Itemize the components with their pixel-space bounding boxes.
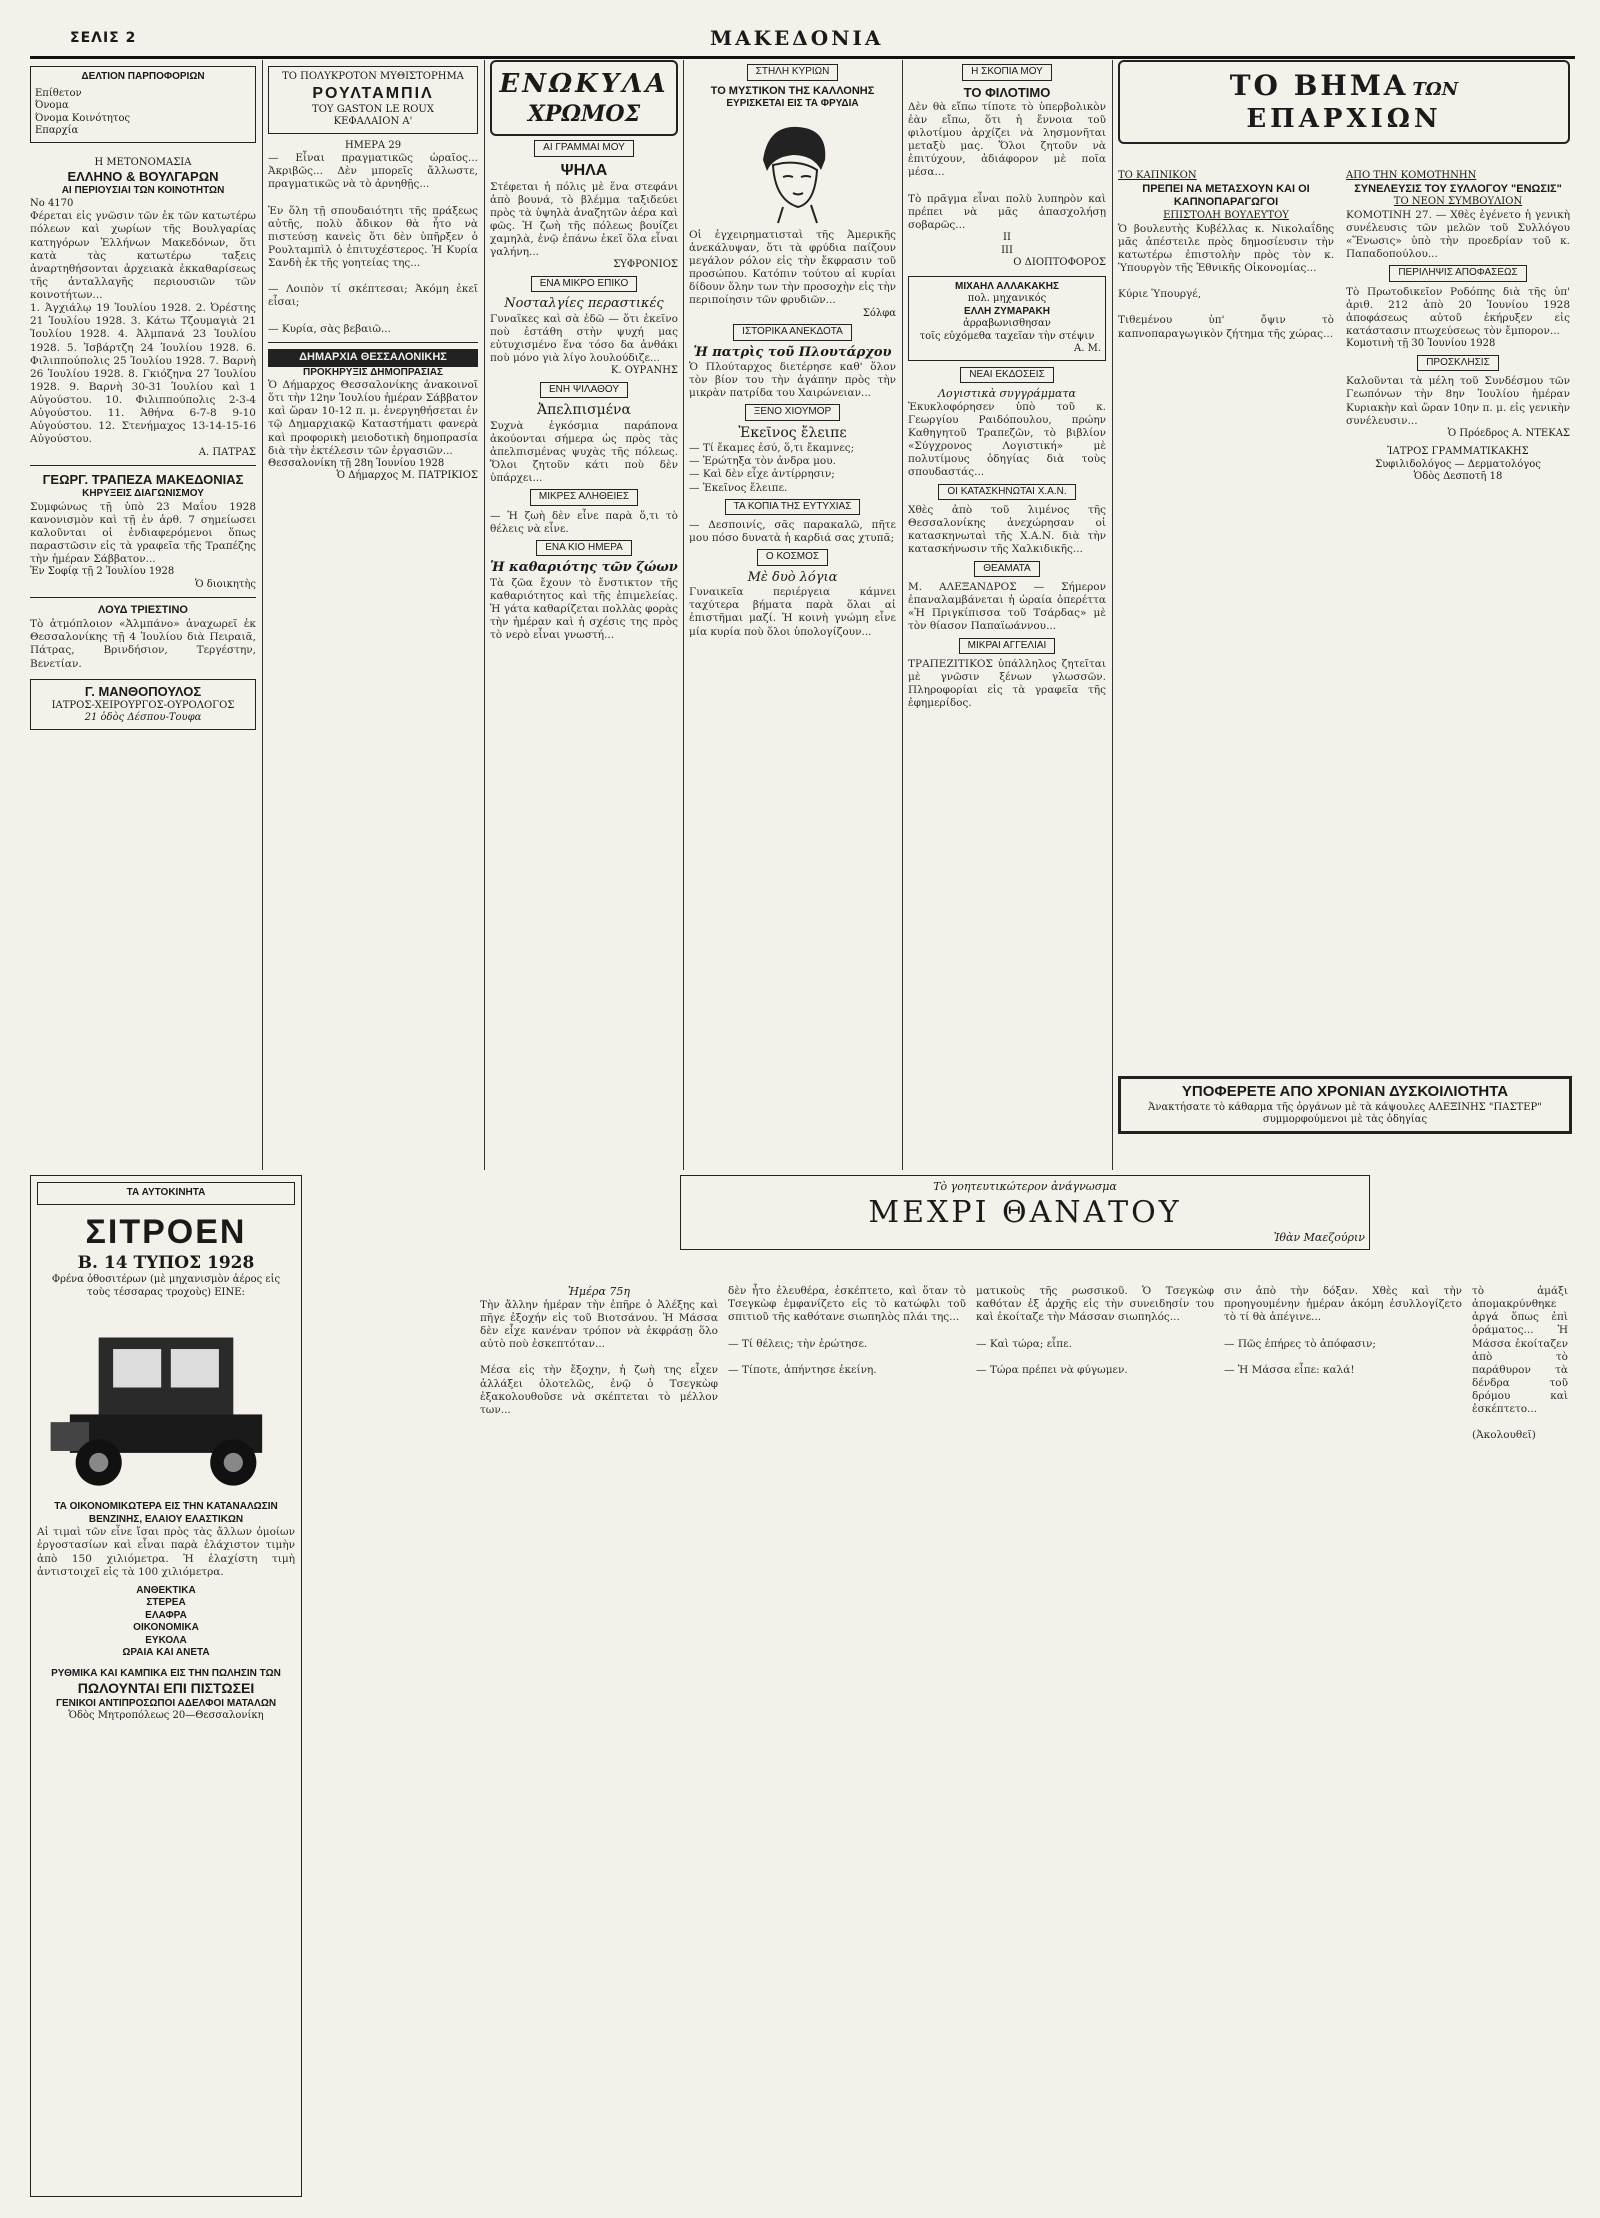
serial-text: τὸ ἀμάξι ἀπομακρύνθηκε ἀργά ὅπως ἐπὶ ὁράματος... Ἡ Μάσσα ἐκοίταζεν ἀπὸ τὸ παράθυρον τὰ δένδρα τοῦ δρόμου καὶ ἐσκέπτετο... (Ἀκολουθεῖ) — [1472, 1285, 1568, 1442]
section-kicker: ΜΙΚΡΑΙ ΑΓΓΕΛΙΑΙ — [959, 638, 1056, 655]
article-date: Ἐν Σοφίᾳ τῇ 2 Ἰουλίου 1928 — [30, 566, 175, 578]
article-body: Μ. ΑΛΕΞΑΝΔΡΟΣ — Σήμερον ἐπαναλαμβάνεται ἡ ὡραία ὀπερέττα «Ἡ Πριγκίπισσα τοῦ Τσάρδας» μὲ τὸν θίασον Παπαϊωάννου... — [908, 581, 1110, 633]
banner-suffix: ΤΩΝ — [1412, 79, 1459, 100]
article-body: Τὸ ἀτμόπλοιον «Ἀλμπάνο» ἀναχωρεῖ ἐκ Θεσσαλονίκης τῇ 4 Ἰουλίου διὰ Πειραιᾶ, Πάτρας, Βρινδήσιον, Τεργέστην, Βενετίαν. — [30, 618, 260, 670]
article-signature: Ὁ Δήμαρχος Μ. ΠΑΤΡΙΚΙΟΣ — [336, 470, 478, 482]
article-body: 1. Ἀγχιάλῳ 19 Ἰουλίου 1928. 2. Ὀρέστης 21 Ἰουλίου 1928. 3. Κάτω Τζουμαγιὰ 21 Ἰουλίου 1928. 4. Ἀλμπανά 23 Ἰουλίου 1928. 5. Ἰσβάρτζη 24 Ἰουλίου 1928. 6. Φιλιππούπολις 25 Ἰουλίου 1928. 7. Βαρνὴ 26 Ἰουλίου 1928. 8. Γκιόζηνα 27 Ἰουλίου 1928. 9. Βαρνὴ 30-31 Ἰουλίου καὶ 1 Αὐγούστου. 10. Φιλιππούπολις 2-3-4 Αὐγούστου. 11. Ἀθήνα 6-7-8 9-10 Αὐγούστου. 12. Στενήμαχος 13-14-15-16 Αὐγούστου. — [30, 302, 260, 446]
article-title: ΛΟΥΔ ΤΡΙΕΣΤΙΝΟ — [98, 604, 188, 617]
section-banner — [490, 60, 678, 136]
doctor-name: Γ. ΜΑΝΘΟΠΟΥΛΟΣ — [84, 683, 202, 699]
section-kicker: ΣΤΗΛΗ ΚΥΡΙΩΝ — [747, 64, 839, 81]
serial-body: — Εἶναι πραγματικῶς ὡραῖος... Ἀκριβῶς... Δὲν μπορεῖς ἄλλωστε, πραγματικῶς νὰ τὸ ἀρνηθῇς... Ἐν ὅλη τῇ σπουδαιότητι τῆς πράξεως αὐτῆς, πολὺ ἄδικον θὰ ἦτο νὰ πιστεύσῃ κανεὶς ὅτι δὲν ὑπῆρξεν ὁ Ρουλταμπὶλ ὁ ἐπιτυχέστερος. Ἡ Κυρία Σανδὴ ἐκ τῆς γοητείας της... — Λοιπὸν τί σκέπτεσαι; Ἀκόμη ἐκεῖ εἶσαι; — Κυρία, σὰς βεβαιῶ... — [268, 152, 478, 335]
section-banner — [1118, 60, 1570, 144]
ad-body: Ἀνακτήσατε τὸ κάθαρμα τῆς ὀργάνων μὲ τὰ κάψουλες ΑΛΕΞΙΝΗΣ "ΠΑΣΤΕΡ" συμμορφούμενοι μὲ τὰς ὁδηγίας — [1148, 1101, 1542, 1126]
column-4 — [689, 60, 900, 1170]
serial-topline: Τὸ γοητευτικώτερον ἀνάγνωσμα — [933, 1180, 1117, 1193]
ad-pro: ΕΛΑΦΡΑ — [145, 1609, 187, 1621]
article-signature: Ὁ διοικητὴς — [194, 578, 256, 590]
serial-text: Τὴν ἄλλην ἡμέραν τὴν ἐπῆρε ὁ Ἀλέξης καὶ πῆγε ἐξοχήν εἰς τοῦ Βιοτσάνου. Ἡ Μάσσα δὲν εἶχε κανέναν τρόπον νὰ ἐκφράσῃ ὅλο αὐτὸ ποὺ ἐσκεπτόταν... Μέσα εἰς τὴν ἔξοχην, ἡ ζωὴ της εἶχεν ἀλλάξει ὁλοτελῶς, ἐνῷ ὁ Τσεγκὼφ ἐξακολουθοῦσε νὰ σκέπτεται τὸ μέλλον των... — [480, 1298, 718, 1416]
article-body: — Ἡ ζωὴ δὲν εἶνε παρὰ ὅ,τι τὸ θέλεις νὰ εἶνε. — [490, 509, 682, 535]
article-body: ΚΟΜΟΤΙΝΗ 27. — Χθὲς ἐγένετο ἡ γενικὴ συνέλευσις τῶν μελῶν τοῦ Συλλόγου «Ἕνωσις» ὑπὸ τὴν προεδρίαν τοῦ κ. Παπαδοπούλου... — [1346, 208, 1574, 261]
article-body: Φέρεται εἰς γνῶσιν τῶν ἐκ τῶν κατωτέρω πόλεων καὶ χωρίων τῆς Βουλγαρίας κατηγόρων Ἑλλήνων Μακεδόνων, ὅτι κατὰ τὰς κατωτέρω ταξεις ἀναρτηθήσονται ἀρχειακὰ ἐκκαθαρίσεως τῆς ἀνταλλαγῆς περιουσιῶν τῶν κοινοτήτων... — [30, 210, 260, 301]
article-body: Οἱ ἐγχειρηματισταὶ τῆς Ἀμερικῆς ἀνεκάλυψαν, ὅτι τὰ φρύδια παίζουν μεγάλον ρόλον εἰς τὴν ἔκφρασιν τοῦ προσώπου. Κατόπιν τούτου αἱ κυρίαι δίδουν ὅλην των τὴν προσοχὴν εἰς τὴν περιποίησιν τῶν φρυδιῶν... — [689, 228, 900, 307]
ad-brand: ΣΙΤΡΟΕΝ — [85, 1212, 247, 1251]
serial-title: ΡΟΥΛΤΑΜΠΙΛ — [312, 84, 434, 102]
column-6 — [1118, 60, 1574, 1170]
paper-name: ΜΑΚΕΔΟΝΙΑ — [710, 26, 884, 50]
section-kicker: ΕΝΗ ΨΙΛΑΘΟΥ — [540, 382, 628, 399]
serial-text: ματικοὺς τῆς ρωσσικοῦ. Ὁ Τσεγκὼφ καθόταν ἐξ ἀρχῆς εἰς τὴν συνειδησίν του καὶ ἐκοίταζε τὴν Μάσσαν σιωπηλός... — Καὶ τώρα; εἶπε. — Τώρα πρέπει νὰ φύγωμεν. — [976, 1285, 1214, 1376]
article-title: ΨΗΛΑ — [560, 161, 608, 179]
ad-econ-body: Αἱ τιμαὶ τῶν εἶνε ἴσαι πρὸς τὰς ἄλλων ὁμοίων ἐργοστασίων καὶ εἶναι παρὰ ἐλάχιστον τιμὴν ἀπὸ 150 χιλιόμετρα. Ἡ ἐλαχίστη τιμὴ ἀντιστοιχεῖ εἰς τὰ 100 χιλιόμετρα. — [37, 1526, 299, 1578]
article-title: Μὲ δυὸ λόγια — [747, 569, 838, 585]
column-1 — [30, 60, 260, 1170]
section-kicker: ΝΕΑΙ ΕΚΔΟΣΕΙΣ — [960, 367, 1054, 384]
subcolumn-left — [1118, 170, 1334, 341]
doctor-address: 21 ὁδὸς Δέσπου-Τουφα — [84, 712, 202, 724]
column-rule — [484, 60, 485, 1170]
subcolumn-right — [1346, 170, 1574, 484]
doctor-specialty: Συφιλιδολόγος — Δερματολόγος — [1375, 458, 1541, 470]
article-body: Ὁ Δήμαρχος Θεσσαλονίκης ἀνακοινοῖ ὅτι τὴν 12ην Ἰουλίου ἡμέραν Σάββατον καὶ ὥραν 10-12 π. μ. ἐνεργηθήσεται ἐν τῷ Δημαρχιακῷ Καταστήματι φανερὰ καὶ προφορικὴ μειοδοτικὴ δημοπρασία διὰ τὴν ἐκτέλεσιν τῶν ἐργασιῶν... — [268, 379, 482, 457]
article-body: Ὁ Πλούταρχος διετέρησε καθ' ὅλον τὸν βίον του τὴν ἀγάπην πρὸς τὴν μικρὰν πατρίδα του Χαιρώνειαν... — [689, 360, 900, 399]
engagement-status: ἀρραβωνισθησαν — [963, 318, 1051, 329]
article-body: Συχνὰ ἐγκόσμια παράπονα ἀκούονται σήμερα ὡς πρὸς τὰς ἀπελπισμένας ψυχὰς τῆς πόλεως. Ὅλοι ζητοῦν κάτι ποὺ δὲν ὑπάρχει... — [490, 419, 682, 484]
section-kicker: ΙΣΤΟΡΙΚΑ ΑΝΕΚΔΟΤΑ — [733, 324, 852, 341]
section-kicker: ΜΙΚΡΕΣ ΑΛΗΘΕΙΕΣ — [530, 489, 638, 506]
column-rule — [683, 60, 684, 1170]
section-kicker: Η ΣΚΟΠΙΑ ΜΟΥ — [962, 64, 1052, 81]
serial-chapter: ΚΕΦΑΛΑΙΟΝ Α' — [333, 116, 413, 127]
serial-kicker: ΤΟ ΠΟΛΥΚΡΟΤΟΝ ΜΥΘΙΣΤΟΡΗΜΑ — [282, 71, 464, 82]
ad-top-label — [37, 1182, 295, 1205]
doctor-ad — [30, 679, 256, 730]
article-subtitle: ΕΥΡΙΣΚΕΤΑΙ ΕΙΣ ΤΑ ΦΡΥΔΙΑ — [726, 98, 859, 110]
pasteur-ad — [1118, 1076, 1572, 1134]
article-body: Γυναικεῖα περιέργεια κάμνει ταχύτερα βήματα παρὰ ὅλαι αἱ ἐπιστῆμαι μαζί. Ἡ κοινὴ γνώμη εἶνε μία κυρία ποὺ ὅλοι ὑπολογίζουν... — [689, 586, 900, 638]
column-5 — [908, 60, 1110, 1170]
article-title: Ἡ καθαριότης τῶν ζώων — [490, 560, 678, 576]
article-title: ΤΟ ΜΥΣΤΙΚΟΝ ΤΗΣ ΚΑΛΛΟΝΗΣ — [710, 84, 875, 97]
article-subtitle: ΕΠΙΣΤΟΛΗ ΒΟΥΛΕΥΤΟΥ — [1163, 210, 1289, 221]
article-date: Κομοτινὴ τῇ 30 Ἰουνίου 1928 — [1346, 338, 1496, 350]
ad-address: Ὁδὸς Μητροπόλεως 20—Θεσσαλονίκη — [68, 1710, 264, 1722]
article-signature: Ὁ Πρόεδρος Α. ΝΤΕΚΑΣ — [1447, 427, 1570, 439]
article-title: ΣΥΝΕΛΕΥΣΙΣ ΤΟΥ ΣΥΛΛΟΓΟΥ "ΕΝΩΣΙΣ" — [1354, 182, 1562, 195]
ad-model: Β. 14 ΤΥΠΟΣ 1928 — [77, 1253, 255, 1273]
article-signature: ΣΥΦΡΟΝΙΟΣ — [613, 259, 678, 271]
article-title: ΕΛΛΗΝΟ & ΒΟΥΛΓΑΡΩΝ — [67, 169, 219, 184]
column-rule — [1112, 60, 1113, 1170]
article-title: Ἡ πατρὶς τοῦ Πλουτάρχου — [693, 344, 892, 360]
ad-pro: ΑΝΘΕΚΤΙΚΑ — [136, 1584, 196, 1596]
ad-pro: ΣΤΕΡΕΑ — [146, 1597, 186, 1609]
ad-pros-list — [31, 1585, 301, 1660]
article-title: ΓΕΩΡΓ. ΤΡΑΠΕΖΑ ΜΑΚΕΔΟΝΙΑΣ — [42, 472, 244, 487]
serial-title: ΜΕΧΡΙ ΘΑΝΑΤΟΥ — [868, 1194, 1182, 1230]
article-title: Ἐκεῖνος ἔλειπε — [738, 424, 847, 441]
article-body: Χθὲς ἀπὸ τοῦ λιμένος τῆς Θεσσαλονίκης ἀνεχώρησαν οἱ κατασκηνωταὶ τῆς Χ.Α.Ν. διὰ τὴν κατασκήνωσιν τῆς Χαλκιδικῆς... — [908, 504, 1110, 556]
bride-name: ΕΛΛΗ ΖΥΜΑΡΑΚΗ — [964, 305, 1050, 317]
citroen-ad — [30, 1175, 302, 2197]
serial-column — [1224, 1285, 1462, 2185]
article-body: Γυναῖκες καὶ σὰ ἐδῶ — ὅτι ἐκεῖνο ποὺ ἐστάθη στὴν ψυχή μας εὐτυχισμένο ἕνα τόσο δα ἀνθάκι ποὺ μόνο γιὰ λίγο λουλούδιζε... — [490, 312, 682, 364]
article-body: Ἐκυκλοφόρησεν ὑπὸ τοῦ κ. Γεωργίου Ραιδόπουλου, πρώην Καθηγητοῦ Τραπεζῶν, τὸ βιβλίον «Σύγχρονος Λογιστική» μὲ πολυτίμους ὁδηγίας διὰ τοὺς σπουδαστάς... — [908, 400, 1110, 479]
doctor-name: ἸΑΤΡΟΣ ΓΡΑΜΜΑΤΙΚΑΚΗΣ — [1387, 446, 1529, 458]
banner-bottom: ΕΠΑΡΧΙΩΝ — [1246, 104, 1442, 134]
ad-subtitle: Φρένα ὀθοσιτέρων (μὲ μηχανισμὸν ἀέρος εἰς τοὺς τέσσαρας τροχοὺς) ΕΙΝΕ: — [51, 1274, 281, 1298]
article-date: Θεσσαλονίκη τῇ 28η Ἰουνίου 1928 — [268, 457, 445, 469]
article-signature: Α. ΠΑΤΡΑΣ — [198, 446, 256, 458]
serial-column — [976, 1285, 1214, 2185]
ad-econ-title: ΤΑ ΟΙΚΟΝΟΜΙΚΩΤΕΡΑ ΕΙΣ ΤΗΝ ΚΑΤΑΝΑΛΩΣΙΝ ΒΕΝΖΙΝΗΣ, ΕΛΑΙΟΥ ΕΛΑΣΤΙΚΩΝ — [54, 1501, 278, 1525]
coupon-title: ΔΕΛΤΙΟΝ ΠΑΡΠΟΦΟΡΙΩΝ — [81, 71, 205, 82]
banner-top: ΤΟ ΒΗΜΑ — [1229, 69, 1409, 102]
ad-agents: ΓΕΝΙΚΟΙ ΑΝΤΙΠΡΟΣΩΠΟΙ ΑΔΕΛΦΟΙ ΜΑΤΑΛΩΝ — [55, 1697, 277, 1709]
section-kicker: ΕΝΑ ΜΙΚΡΟ ΕΠΙΚΟ — [531, 276, 638, 293]
ad-terms: ΡΥΘΜΙΚΑ ΚΑΙ ΚΑΜΠΙΚΑ ΕΙΣ ΤΗΝ ΠΩΛΗΣΙΝ ΤΩΝ — [51, 1667, 281, 1679]
article-body: Δὲν θὰ εἴπω τίποτε τὸ ὑπερβολικὸν ἐὰν εἴπω, ὅτι ἡ ἔννοια τοῦ φιλοτίμου ἀρχίζει νὰ λησμονῆται μεταξὺ μας. Ὅλοι ζητοῦν νὰ ἐπιτύχουν, ἀδιάφορον μὲ ποῖα μέσα... Τὸ πρᾶγμα εἶναι πολὺ λυπηρὸν καὶ πρέπει νὰ μᾶς ἀπασχολήσῃ σοβαρῶς... — [908, 100, 1106, 231]
serial-header — [680, 1175, 1370, 1250]
column-rule — [262, 60, 263, 1170]
serial-text: σιν ἀπὸ τὴν δόξαν. Χθὲς καὶ τὴν προηγουμένην ἡμέραν ἀκόμη ἐσυλλογίζετο τὸ τί θὰ ἀπέγινε... — Πῶς ἐπήρες τὸ ἀπόφασιν; — Ἡ Μάσσα εἶπε: καλά! — [1224, 1285, 1462, 1376]
article-number: Νο 4170 — [30, 197, 74, 209]
ad-title: ΥΠΟΦΕΡΕΤΕ ΑΠΟ ΧΡΟΝΙΑΝ ΔΥΣΚΟΙΛΙΟΤΗΤΑ — [1181, 1083, 1509, 1100]
column-2 — [268, 60, 482, 1170]
article-body: — Δεσποινίς, σᾶς παρακαλῶ, πῆτε μου πόσο δυνατὰ ἡ καρδιά σας χτυπᾶ; — [689, 519, 900, 545]
article-body: Συμφώνως τῇ ὑπὸ 23 Μαΐου 1928 κανονισμὸν καὶ τῇ ἐν ἀρθ. 7 σημείωσει καλοῦνται οἱ ἐνδιαφερόμενοι ὅπως παραστῶσιν εἰς τὰ γραφεῖα τῆς Τραπέζης τὴν ἡμέραν Σάββατον... — [30, 500, 260, 566]
section-numeral: III — [1001, 244, 1013, 256]
section-kicker: ΠΡΟΣΚΛΗΣΙΣ — [1417, 355, 1499, 372]
article-body: Τὸ Πρωτοδικεῖον Ροδόπης διὰ τῆς ὑπ' ἀριθ. 212 ἀπὸ 20 Ἰουνίου 1928 ἀποφάσεως αὐτοῦ ἐκήρυξεν εἰς κατάστασιν πτωχεύσεως τὸν ἔμπορον... — [1346, 285, 1574, 338]
article-title: Ἀπελπισμένα — [536, 402, 631, 418]
ad-sale: ΠΩΛΟΥΝΤΑΙ ΕΠΙ ΠΙΣΤΩΣΕΙ — [77, 1680, 255, 1697]
groom-role: πολ. μηχανικός — [967, 293, 1047, 304]
article-title: ΠΡΕΠΕΙ ΝΑ ΜΕΤΑΣΧΟΥΝ ΚΑΙ ΟΙ ΚΑΠΝΟΠΑΡΑΓΩΓΟΙ — [1142, 182, 1310, 209]
column-rule — [902, 60, 903, 1170]
article-subtitle: ΚΗΡΥΞΕΙΣ ΔΙΑΓΩΝΙΣΜΟΥ — [82, 488, 204, 500]
article-title: Νοσταλγίες περαστικές — [504, 296, 664, 312]
serial-column — [728, 1285, 966, 2185]
article-title: Λογιστικὰ συγγράμματα — [938, 387, 1076, 400]
ad-top-text: ΤΑ ΑΥΤΟΚΙΝΗΤΑ — [126, 1187, 206, 1198]
section-kicker: ΑΠΟ ΤΗΝ ΚΟΜΟΤΗΝΗΝ — [1346, 170, 1477, 181]
column-3 — [490, 60, 682, 1170]
article-kicker: Η ΜΕΤΟΝΟΜΑΣΙΑ — [94, 156, 192, 168]
engagement-wish: τοῖς εὐχόμεθα ταχεῖαν τὴν στέψιν — [919, 330, 1095, 342]
article-subtitle: ΠΡΟΚΗΡΥΞΙΣ ΔΗΜΟΠΡΑΣΙΑΣ — [303, 366, 443, 378]
section-kicker: Ο ΚΟΣΜΟΣ — [757, 549, 828, 566]
section-kicker: ΤΟ ΚΑΠΝΙΚΟΝ — [1118, 170, 1197, 181]
page-label: ΣΕΛΙΣ 2 — [70, 30, 137, 46]
section-kicker: ΑΙ ΓΡΑΜΜΑΙ ΜΟΥ — [534, 140, 634, 157]
article-body: Καλοῦνται τὰ μέλη τοῦ Συνδέσμου τῶν Γεωπόνων τὴν 8ην Ἰουλίου ἡμέραν Κυριακὴν καὶ ὥραν 10ην π. μ. εἰς γενικὴν συνέλευσιν... — [1346, 375, 1574, 427]
serial-column — [480, 1285, 718, 2185]
article-body: — Τί ἔκαμες ἐσύ, ὅ,τι ἔκαμνες; — Ἐρώτηξα τὸν ἀνδρα μου. — Καὶ δὲν εἶχε ἀντίρρησιν; — Ἐκεῖνος ἔλειπε. — [689, 442, 855, 494]
banner-bottom: ΧΡΩΜΟΣ — [527, 100, 641, 127]
doctor-specialty: ΙΑΤΡΟΣ-ΧΕΙΡΟΥΡΓΟΣ-ΟΥΡΟΛΟΓΟΣ — [51, 699, 235, 711]
article-body: Στέφεται ἡ πόλις μὲ ἕνα στεφάνι ἀπὸ βουνά, τὸ βλέμμα ταξιδεύει πρὸς τὰ ὑψηλὰ ἀναζητῶν ἀέρα καὶ φῶς. Ἡ ζωὴ τῆς πόλεως βουίζει χαμηλὰ, ἐνῷ ἐπάνω ἐκεῖ ὅλα εἶναι γαλήνη... — [490, 180, 682, 259]
banner-top: ΕΝΩΚΥΛΑ — [499, 69, 669, 99]
article-body: ΤΡΑΠΕΖΙΤΙΚΟΣ ὑπάλληλος ζητεῖται μὲ γνῶσιν ξένων γλωσσῶν. Πληροφορίαι εἰς τὰ γραφεῖα τῆς ἐφημερίδος. — [908, 658, 1110, 710]
serial-text: δὲν ἦτο ἐλευθέρα, ἐσκέπτετο, καὶ ὅταν τὸ Τσεγκὼφ ἐμφανίζετο εἰς τὸ κατώφλι τοῦ σπιτιοῦ τῆς καθότανε σιωπηλὸς πλάι της... — Τί θέλεις; τὴν ἐρώτησε. — Τίποτε, ἀπήντησε ἐκείνη. — [728, 1285, 966, 1376]
serial-novel — [480, 1175, 1570, 2195]
coupon-box — [30, 66, 256, 143]
serial-day: Ἡμέρα 75η — [568, 1285, 630, 1298]
woman-portrait-illustration — [743, 115, 843, 225]
article-title: ΤΟ ΦΙΛΟΤΙΜΟ — [963, 84, 1051, 100]
serial-day: ΗΜΕΡΑ 29 — [344, 139, 402, 151]
article-title: ΔΗΜΑΡΧΙΑ ΘΕΣΣΑΛΟΝΙΚΗΣ — [268, 349, 478, 367]
article-body: Ὁ βουλευτὴς Κυβέλλας κ. Νικολαΐδης μᾶς ἀπέστειλε πρὸς δημοσίευσιν τὴν κατωτέρω ἐπιστολὴν πρὸς τὸν κ. Ὑπουργὸν τῆς Ἐθνικῆς Οἰκονομίας... Κύριε Ὑπουργέ, Τιθεμένου ὑπ' ὄψιν τὸ καπνοπαραγωγικὸν ζήτημα τῆς χώρας... — [1118, 222, 1334, 340]
groom-name: ΜΙΧΑΗΛ ΑΛΛΑΚΑΚΗΣ — [955, 280, 1059, 292]
engagement-notice — [908, 276, 1106, 361]
article-signature: Σόλφα — [862, 307, 896, 319]
serial-author: ΤΟΥ GASTON LE ROUX — [312, 103, 434, 115]
coupon-field: Επαρχία — [35, 125, 79, 136]
section-kicker: ΠΕΡΙΛΗΨΙΣ ΑΠΟΦΑΣΕΩΣ — [1389, 265, 1526, 282]
doctor-address: Ὁδὸς Δεσποτῆ 18 — [1413, 471, 1503, 483]
section-kicker: ΟΙ ΚΑΤΑΣΚΗΝΩΤΑΙ Χ.Α.Ν. — [938, 484, 1075, 501]
ad-pro: ΩΡΑΙΑ ΚΑΙ ΑΝΕΤΑ — [122, 1647, 210, 1659]
coupon-field: Όνομα Κοινότητος — [35, 112, 131, 124]
article-signature: Ο ΔΙΟΠΤΟΦΟΡΟΣ — [1013, 257, 1106, 268]
section-kicker: ΞΕΝΟ ΧΙΟΥΜΟΡ — [745, 404, 840, 421]
coupon-field: Όνομα — [35, 100, 69, 111]
article-subtitle: ΤΟ ΝΕΟΝ ΣΥΜΒΟΥΛΙΟΝ — [1393, 196, 1523, 208]
serial-author: Ἰθὰν Μαεζούριν — [1273, 1231, 1365, 1245]
article-subtitle: ΑΙ ΠΕΡΙΟΥΣΙΑΙ ΤΩΝ ΚΟΙΝΟΤΗΤΩΝ — [61, 185, 225, 197]
masthead — [30, 22, 1575, 59]
engagement-signature: Α. Μ. — [1074, 343, 1101, 354]
section-kicker: ΘΕΑΜΑΤΑ — [974, 561, 1039, 578]
ad-pro: ΟΙΚΟΝΟΜΙΚΑ — [133, 1622, 199, 1634]
section-kicker: ΕΝΑ ΚΙΟ ΗΜΕΡΑ — [536, 540, 632, 557]
coupon-field: Επίθετον — [35, 87, 82, 99]
car-illustration — [41, 1305, 291, 1495]
article-signature: Κ. ΟΥΡΑΝΗΣ — [610, 365, 678, 376]
serial-column — [1472, 1285, 1568, 2185]
article-body: Τὰ ζῶα ἔχουν τὸ ἔνστικτον τῆς καθαριότητος καὶ τῆς ἐπιμελείας. Ἡ γάτα καθαρίζεται πολλὰς φορὰς τὴν ἡμέραν καὶ ἡ σχέσις της πρὸς τὸ νερὸ εἶναι γνωστή... — [490, 576, 682, 642]
serial-header — [268, 66, 478, 134]
section-kicker: ΤΑ ΚΟΠΙΑ ΤΗΣ ΕΥΤΥΧΙΑΣ — [725, 499, 861, 516]
section-numeral: II — [1003, 232, 1011, 243]
ad-pro: ΕΥΚΟΛΑ — [145, 1634, 187, 1646]
